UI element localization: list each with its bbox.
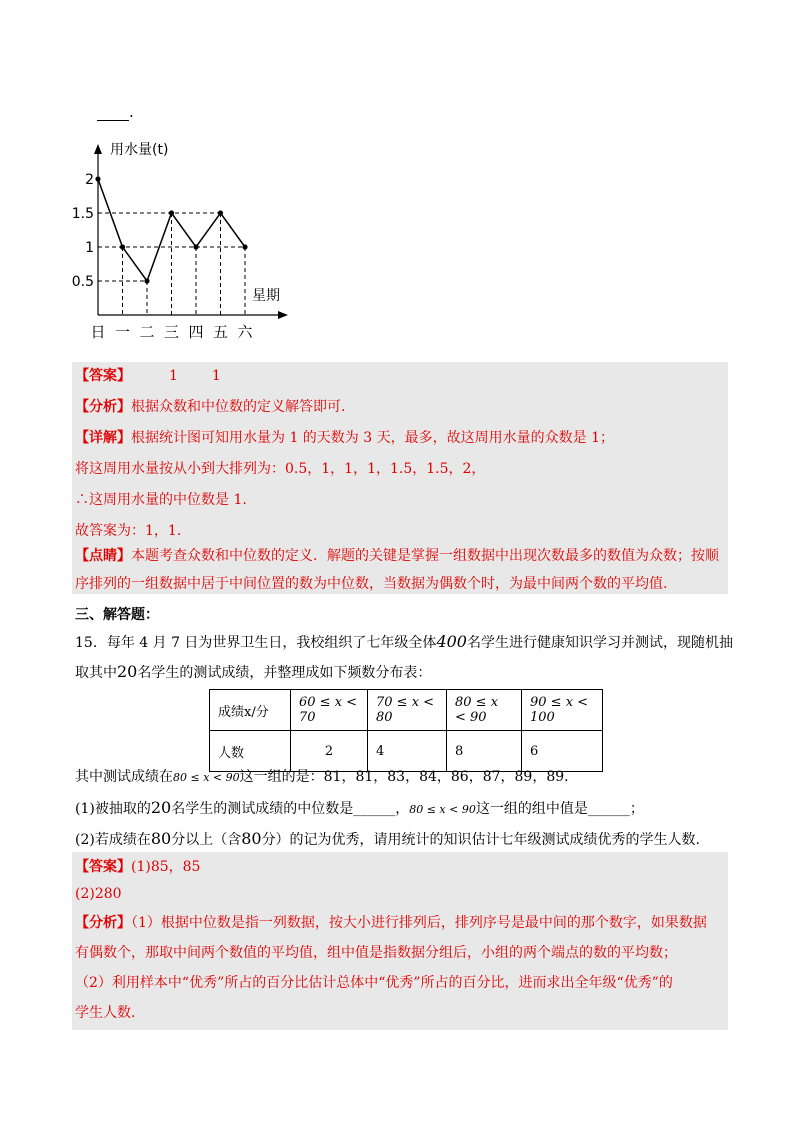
table-cell: 2 [291, 731, 368, 772]
y-tick-label: 0.5 [71, 274, 94, 290]
blank-underline [97, 106, 129, 121]
q15-text-1b: 名学生进行健康知识学习并测试，现随机抽 [466, 635, 733, 651]
comment-q14-line1 [75, 546, 719, 566]
q15-text-3b: 这一组的是：81，81，83，84，86，87，89，89． [239, 769, 579, 785]
blank-period: . [129, 103, 134, 121]
solution-panel-q15 [72, 852, 728, 1030]
q15-part2-text-c: 分）的记为优秀，请用统计的知识估计七年级测试成绩优秀的学生人数. [261, 832, 701, 848]
analysis-tag: 【分析】 [75, 915, 131, 931]
water-usage-chart [71, 140, 290, 345]
q15-part2-text-b: 分以上（含 [171, 832, 242, 848]
answer-value-2: 1 [211, 368, 221, 384]
q15-part1-range: 80 ≤ x < 90 [409, 803, 476, 816]
x-axis-arrow [278, 311, 288, 319]
q15-part2-n2: 80 [241, 829, 262, 848]
x-tick-label: 五 [212, 323, 229, 341]
y-axis-arrow [94, 144, 102, 154]
q15-part1-n: 20 [150, 798, 172, 817]
q15-part2-n1: 80 [150, 829, 172, 848]
data-point [95, 176, 100, 181]
q15-part1-text-b: 名学生的测试成绩的中位数是______， [171, 801, 410, 817]
x-tick-label: 三 [163, 323, 180, 341]
analysis-q15-text-3: （2）利用样本中“优秀”所占的百分比估计总体中“优秀”所占的百分比，进而求出全年级“优秀”的 [75, 975, 673, 991]
y-tick-label: 1 [85, 240, 94, 256]
q15-line3 [75, 766, 578, 789]
detail-text-3: ∴这周用水量的中位数是 1. [75, 492, 247, 508]
q15-line1 [75, 631, 733, 654]
data-point [193, 244, 198, 249]
table-cell: 人数 [210, 731, 291, 772]
data-point [242, 244, 247, 249]
table-header-cell: 80 ≤ x < 90 [447, 690, 522, 731]
answer-tag: 【答案】 [75, 368, 131, 384]
x-axis-label: 星期 [252, 288, 280, 304]
table-cell: 4 [368, 731, 447, 772]
q15-part1-text-c: 这一组的组中值是______； [475, 801, 644, 817]
q15-sample-size: 20 [117, 662, 138, 681]
q15-part2 [75, 828, 700, 851]
q15-part1-text-a: (1)被抽取的 [75, 801, 151, 817]
answer-q15-text-2: (2)280 [75, 886, 122, 902]
detail-text-4: 故答案为：1，1. [75, 523, 182, 539]
q15-text-3a: 其中测试成绩在 [75, 769, 173, 785]
answer-value-1: 1 [169, 368, 178, 384]
analysis-q15-line1 [75, 913, 707, 933]
detail-tag: 【详解】 [75, 430, 131, 446]
q15-range: 80 ≤ x < 90 [173, 771, 240, 784]
table-header-cell: 成绩x/分 [210, 690, 291, 731]
chart-ticks [72, 172, 254, 341]
table-header-cell: 90 ≤ x < 100 [522, 690, 603, 731]
data-point [169, 210, 174, 215]
section-title: 三、解答题： [75, 607, 159, 623]
analysis-q15-text-1: （1）根据中位数是指一列数据，按大小进行排列后，排列序号是最中间的那个数字，如果数据 [131, 915, 707, 931]
q15-text-2b: 名学生的测试成绩，并整理成如下频数分布表： [137, 665, 432, 681]
answer-tag: 【答案】 [75, 859, 131, 875]
q15-text-1a: 15．每年 4 月 7 日为世界卫生日，我校组织了七年级全体 [75, 635, 437, 651]
y-axis-label: 用水量(t) [110, 142, 169, 158]
y-tick-label: 2 [85, 172, 94, 188]
comment-tag: 【点睛】 [75, 548, 131, 564]
detail-q14-line1 [75, 428, 614, 448]
x-tick-label: 四 [188, 323, 204, 341]
data-point [120, 244, 125, 249]
answer-q15-text-1: (1)85，85 [131, 859, 201, 875]
analysis-tag: 【分析】 [75, 399, 131, 415]
comment-text-1: 本题考查众数和中位数的定义．解题的关键是掌握一组数据中出现次数最多的数值为众数；按顺 [131, 548, 719, 564]
table-cell: 6 [522, 731, 603, 772]
q15-line2 [75, 661, 431, 684]
table-header-cell: 70 ≤ x < 80 [368, 690, 447, 731]
analysis-q14 [75, 397, 345, 417]
table-cell: 8 [447, 731, 522, 772]
data-point [218, 210, 223, 215]
q15-text-2a: 取其中 [75, 665, 117, 681]
data-point [144, 278, 149, 283]
answer-q15-line1 [75, 857, 200, 877]
analysis-q15-text-4: 学生人数. [75, 1005, 136, 1021]
analysis-q15-text-2: 有偶数个，那取中间两个数值的平均值，组中值是指数据分组后，小组的两个端点的数的平均数； [75, 945, 677, 961]
analysis-text: 根据众数和中位数的定义解答即可. [131, 399, 346, 415]
x-tick-label: 二 [139, 323, 155, 341]
table-header-cell: 60 ≤ x < 70 [291, 690, 368, 731]
chart-guides [98, 213, 245, 315]
table-header-row [210, 690, 603, 731]
answer-blank [97, 103, 134, 121]
answer-q14 [75, 366, 221, 386]
y-tick-label: 1.5 [71, 206, 94, 222]
detail-text-1: 根据统计图可知用水量为 1 的天数为 3 天，最多，故这周用水量的众数是 1； [131, 430, 614, 446]
x-tick-label: 六 [237, 323, 253, 341]
x-tick-label: 一 [114, 323, 131, 341]
q15-part1 [75, 797, 644, 821]
comment-text-2: 序排列的一组数据中居于中间位置的数为中位数，当数据为偶数个时，为最中间两个数的平均值. [75, 576, 668, 592]
q15-part2-text-a: (2)若成绩在 [75, 832, 151, 848]
x-tick-label: 日 [90, 323, 106, 341]
q15-total-students: 400 [436, 632, 467, 651]
frequency-table [209, 689, 603, 772]
detail-text-2: 将这周用水量按从小到大排列为：0.5，1，1，1，1.5，1.5，2， [75, 461, 486, 477]
